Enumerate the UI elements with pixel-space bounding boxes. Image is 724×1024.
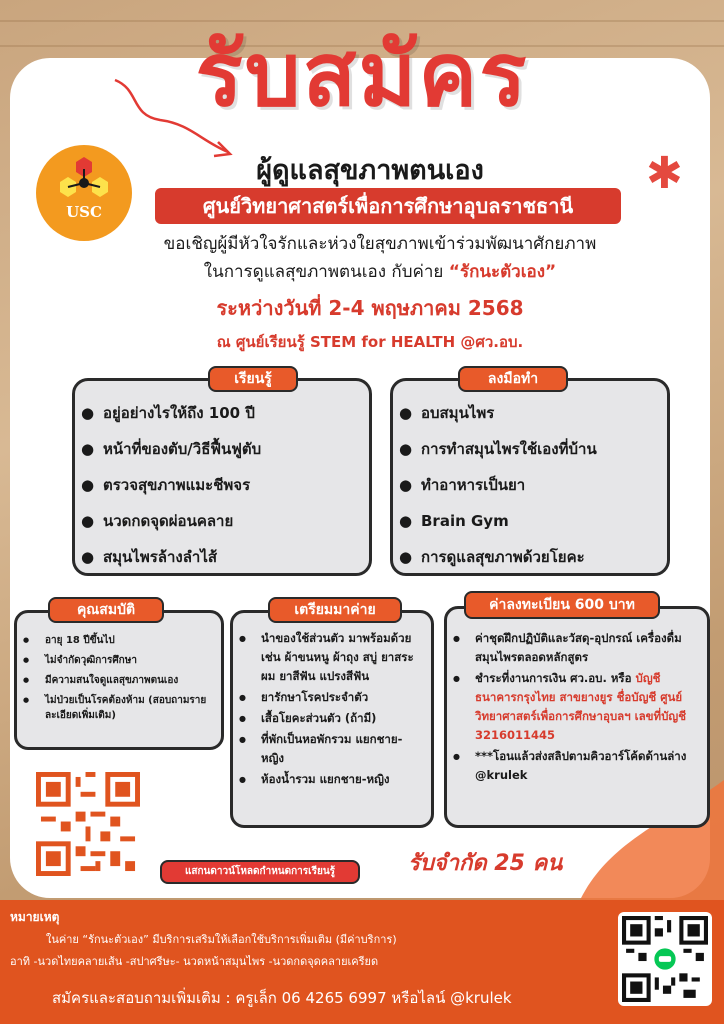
usc-logo	[36, 145, 132, 241]
practice-list	[393, 395, 667, 575]
intro-line-2	[120, 258, 640, 285]
list-item: ● อบสมุนไพร	[393, 395, 667, 431]
contact-info: สมัครและสอบถามเพิ่มเติม : ครูเล็ก 06 4265 6997 หรือไลน์ @krulek	[52, 989, 512, 1007]
camp-name: “รักนะตัวเอง”	[448, 262, 557, 282]
event-venue: ณ ศูนย์เรียนรู้ STEM for HEALTH @ศว.อบ.	[216, 333, 524, 351]
subtitle: ผู้ดูแลสุขภาพตนเอง	[256, 155, 484, 186]
note-heading: หมายเหตุ	[10, 910, 60, 924]
fee-box	[444, 606, 710, 828]
list-item: ● นำของใช้ส่วนตัว มาพร้อมด้วย เช่น ผ้าขนหนู ผ้าถุง สบู่ ยาสระผม ยาสีฟัน แปรงสีฟัน	[233, 629, 425, 686]
list-item: ● สมุนไพรล้างลำไส้	[75, 539, 369, 575]
qr-code-schedule[interactable]	[36, 772, 140, 876]
footer	[0, 900, 724, 1024]
learn-tag: เรียนรู้	[208, 366, 298, 392]
list-item: ● อายุ 18 ปีขึ้นไป	[17, 633, 215, 648]
line-qr-icon	[622, 916, 708, 1002]
intro-line-1: ขอเชิญผู้มีหัวใจรักและห่วงใยสุขภาพเข้าร่วมพัฒนาศักยภาพ	[163, 234, 597, 254]
learn-list	[75, 395, 369, 575]
fee-list	[447, 629, 707, 785]
list-item: ● ไม่จำกัดวุฒิการศึกษา	[17, 653, 215, 668]
logo-text: USC	[66, 203, 102, 221]
learn-box	[72, 378, 372, 576]
list-item: ● ค่าชุดฝึกปฏิบัติและวัสดุ-อุปกรณ์ เครื่องดื่มสมุนไพรตลอดหลักสูตร	[447, 629, 699, 667]
qualifications-list	[17, 633, 221, 723]
qualifications-tag: คุณสมบัติ	[48, 597, 164, 623]
prepare-box	[230, 610, 434, 828]
practice-tag: ลงมือทำ	[458, 366, 568, 392]
list-item: ● ที่พักเป็นหอพักรวม แยกชาย-หญิง	[233, 730, 425, 768]
practice-box	[390, 378, 670, 576]
prepare-tag: เตรียมมาค่าย	[268, 597, 402, 623]
atom-icon	[36, 145, 132, 241]
list-item: ● นวดกดจุดผ่อนคลาย	[75, 503, 369, 539]
list-item: ● หน้าที่ของตับ/วิธีฟื้นฟูตับ	[75, 431, 369, 467]
list-item: ● ตรวจสุขภาพแมะชีพจร	[75, 467, 369, 503]
list-item: ● เสื้อโยคะส่วนตัว (ถ้ามี)	[233, 709, 425, 728]
event-dates: ระหว่างวันที่ 2-4 พฤษภาคม 2568	[216, 296, 524, 320]
qualifications-box	[14, 610, 224, 750]
participant-limit: รับจำกัด 25 คน	[408, 851, 563, 876]
headline: รับสมัคร	[195, 23, 529, 126]
bank-account: บัญชี ธนาคารกรุงไทย สาขยางยูร ชื่อบัญชี ศูนย์วิทยาศาสตร์เพื่อการศึกษาอุบลฯ เลขที่บัญชี 3216011445	[475, 671, 687, 742]
organizer-banner: ศูนย์วิทยาศาสตร์เพื่อการศึกษาอุบลราชธานี	[155, 188, 621, 224]
note-line-1: ในค่าย “รักนะตัวเอง” มีบริการเสริมให้เลือกใช้บริการเพิ่มเติม (มีค่าบริการ)	[46, 933, 397, 946]
list-item: ● มีความสนใจดูแลสุขภาพตนเอง	[17, 673, 215, 688]
intro-line-2-text: ในการดูแลสุขภาพตนเอง กับค่าย	[203, 262, 444, 282]
list-item: ● ***โอนแล้วส่งสลิปตามคิวอาร์โค้ดด้านล่าง @krulek	[447, 747, 699, 785]
prepare-list	[233, 629, 431, 789]
qr-code-line[interactable]	[618, 912, 712, 1006]
list-item: ● ห้องน้ำรวม แยกชาย-หญิง	[233, 770, 425, 789]
payment-text: ชำระที่งานการเงิน ศว.อบ. หรือ	[475, 671, 632, 685]
list-item: ● การดูแลสุขภาพด้วยโยคะ	[393, 539, 667, 575]
qr-download-label: แสกนดาวน์โหลดกำหนดการเรียนรู้	[160, 860, 360, 884]
list-item: ● ทำอาหารเป็นยา	[393, 467, 667, 503]
list-item: ● ยารักษาโรคประจำตัว	[233, 688, 425, 707]
list-item	[447, 669, 699, 745]
list-item: ● ไม่ป่วยเป็นโรคต้องห้าม (สอบถามรายละเอียดเพิ่มเติม)	[17, 693, 215, 723]
list-item: ● การทำสมุนไพรใช้เองที่บ้าน	[393, 431, 667, 467]
asterisk-icon: ✱	[646, 148, 683, 199]
list-item: ● Brain Gym	[393, 503, 667, 539]
note-line-2: อาทิ -นวดไทยคลายเส้น -สปาศรีษะ- นวดหน้าสมุนไพร -นวดกดจุดคลายเครียด	[10, 955, 379, 968]
fee-tag: ค่าลงทะเบียน 600 บาท	[464, 591, 660, 619]
list-item: ● อยู่อย่างไรให้ถึง 100 ปี	[75, 395, 369, 431]
